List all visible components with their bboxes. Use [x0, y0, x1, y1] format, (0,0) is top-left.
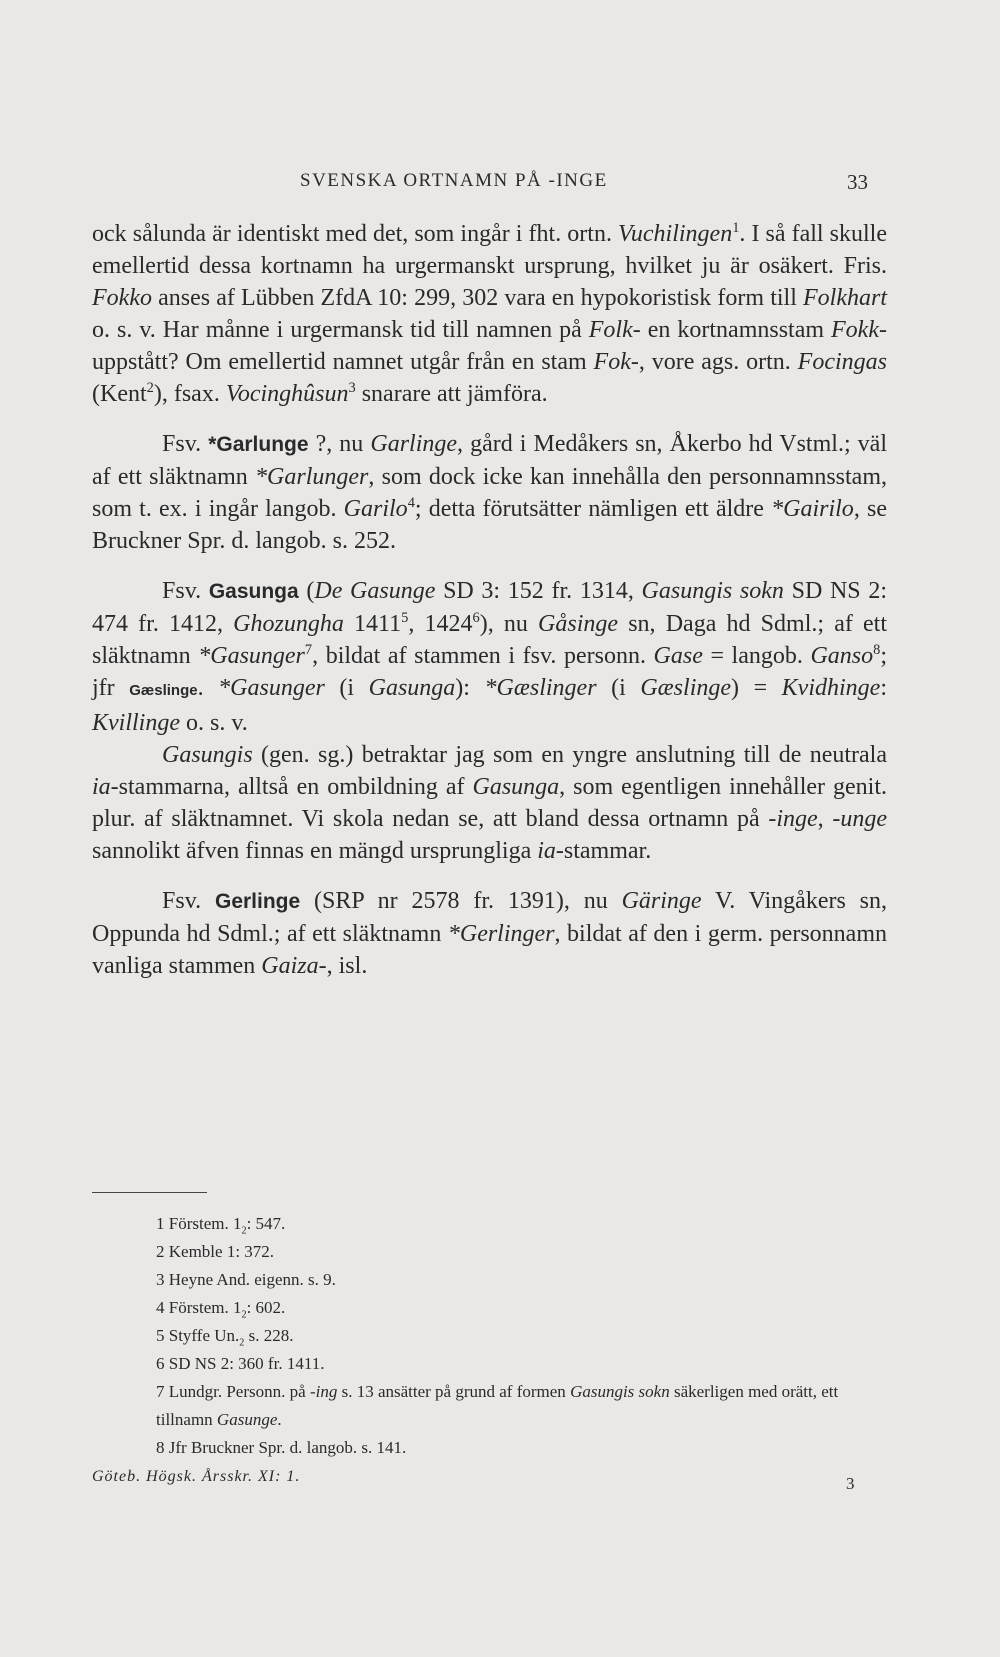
paragraph-gerlinge: Fsv. Gerlinge (SRP nr 2578 fr. 1391), nu Gäringe V. Vingåkers sn, Oppunda hd Sdml.; af ett släktnamn *Gerlinger, bildat af den i germ. personnamn vanliga stammen Gaiza-, isl.: [92, 888, 888, 979]
footnote-5: 5 Styffe $Un._2$ s. 228.: [156, 1326, 294, 1349]
page-header: [0, 170, 1000, 200]
footnotes: [156, 1210, 896, 1462]
sheet-signature: Göteb. Högsk. Årsskr. XI: 1.: [92, 1468, 301, 1485]
footnote-divider: [92, 1192, 207, 1193]
body-text: [92, 218, 887, 982]
paragraph-gasungis: Gasungis (gen. sg.) betraktar jag som en yngre anslutning till de neutrala ia-stammarna, alltså en ombildning af Gasunga, som egentligen innehåller genit. plur. af släktnamnet. Vi skola nedan se, att bland dessa ortnamn på -inge, -unge sannolikt äfven finnas en mängd ursprungliga ia-stammar.: [92, 742, 887, 864]
paragraph-gasunga: Fsv. Gasunga (De Gasunge SD 3: 152 fr. 1314, Gasungis sokn SD NS 2: 474 fr. 1412, Ghozungha 1411$^5$, 1424$^6$), nu Gåsinge sn, Daga hd Sdml.; af ett släktnamn *Gasunger$^7$, bildat af stammen i fsv. personn. Gase = langob. Ganso$^8$; jfr Gæslinge. *Gasunger (i Gasunga): *Gæslinger (i Gæslinge) = Kvidhinge: Kvillinge o. s. v.: [92, 578, 888, 736]
page-number: 33: [847, 170, 868, 194]
paragraph-fokko: ock sålunda är identiskt med det, som ingår i fht. ortn. Vuchilingen$^1$. I så fall skulle emellertid dessa kortnamn ha urgermanskt ursprung, hvilket ju är osäkert. Fris. Fokko anses af Lübben ZfdA 10: 299, 302 vara en hypokoristisk form till Folkhart o. s. v. Har månne i urgermansk tid till namnen på Folk- en kortnamnsstam Fokk- uppstått? Om emellertid namnet utgår från en stam Fok-, vore ags. ortn. Focingas (Kent$^2$), fsax. Vocinghûsun$^3$ snarare att jämföra.: [92, 220, 887, 407]
sheet-number: 3: [846, 1474, 855, 1493]
footnote-2: 2 Kemble 1: 372.: [156, 1242, 275, 1261]
footnote-7: 7 Lundgr. Personn. på -ing s. 13 ansätter på grund af formen Gasungis sokn säkerligen med orätt, ett tillnamn Gasunge.: [156, 1382, 839, 1429]
footnote-3: 3 Heyne And. eigenn. s. 9.: [156, 1270, 336, 1289]
running-title: SVENSKA ORTNAMN PÅ -INGE: [300, 170, 608, 191]
footnote-1: 1 Förstem. $1_2$: 547.: [156, 1214, 286, 1237]
footnote-4: 4 Förstem. $1_2$: 602.: [156, 1298, 286, 1321]
paragraph-garlunge: Fsv. *Garlunge ?, nu Garlinge, gård i Medåkers sn, Åkerbo hd Vstml.; väl af ett släktnamn *Garlunger, som dock icke kan innehålla den personnamnsstam, som t. ex. i ingår langob. Garilo$^4$; detta förutsätter nämligen ett äldre *Gairilo, se Bruckner Spr. d. langob. s. 252.: [92, 431, 887, 554]
footnote-8: 8 Jfr Bruckner Spr. d. langob. s. 141.: [156, 1438, 407, 1457]
footnote-6: 6 SD NS 2: 360 fr. 1411.: [156, 1354, 325, 1373]
